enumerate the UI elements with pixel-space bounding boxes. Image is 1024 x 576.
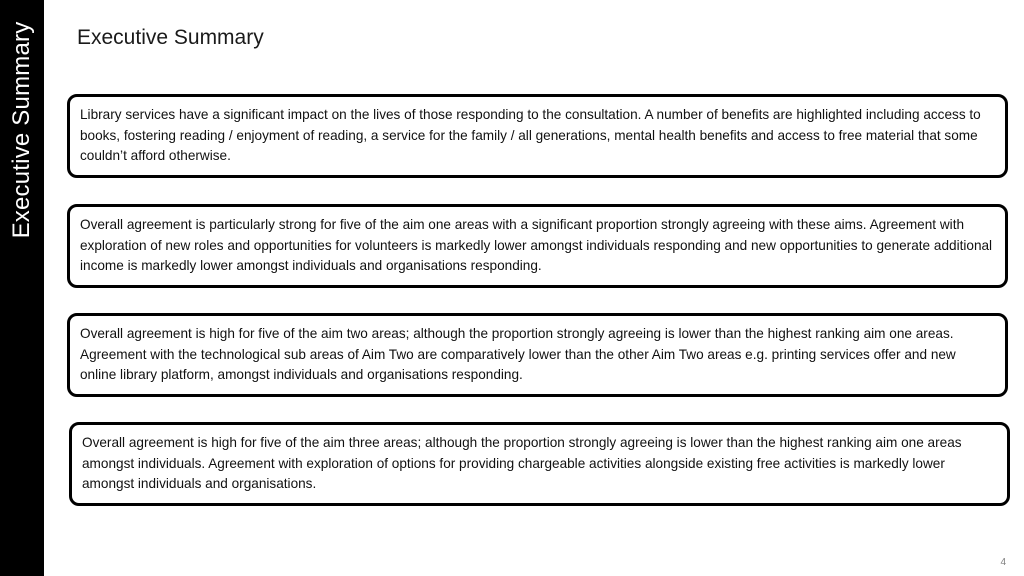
- summary-text: Overall agreement is high for five of the aim three areas; although the proportion strongly agreeing is lower than the highest ranking aim one areas amongst individuals. Agreement with exploration of options for providing chargeable activities alongside existing free activities is markedly lower amongst individuals and organisations.: [82, 435, 962, 491]
- summary-box: [67, 204, 1008, 288]
- summary-text: Overall agreement is high for five of the aim two areas; although the proportion strongly agreeing is lower than the highest ranking aim one areas. Agreement with the technological sub areas of Aim Two are comparatively lower than the other Aim Two areas e.g. printing services offer and new online library platform, amongst individuals and organisations responding.: [80, 326, 956, 382]
- summary-text: Library services have a significant impact on the lives of those responding to the consultation. A number of benefits are highlighted including access to books, fostering reading / enjoyment of reading, a service for the family / all generations, mental health benefits and access to free material that some couldn’t afford otherwise.: [80, 107, 981, 163]
- sidebar-label: Executive Summary: [8, 21, 35, 239]
- page-number: 4: [1000, 557, 1006, 568]
- page-title: Executive Summary: [77, 26, 264, 49]
- summary-box: [67, 313, 1008, 397]
- summary-box: [69, 422, 1010, 506]
- sidebar: [0, 0, 44, 576]
- summary-text: Overall agreement is particularly strong for five of the aim one areas with a significant proportion strongly agreeing with these aims. Agreement with exploration of new roles and opportunities for volunteers is markedly lower amongst individuals responding and new opportunities to generate additional income is markedly lower amongst individuals and organisations responding.: [80, 217, 993, 273]
- summary-box: [67, 94, 1008, 178]
